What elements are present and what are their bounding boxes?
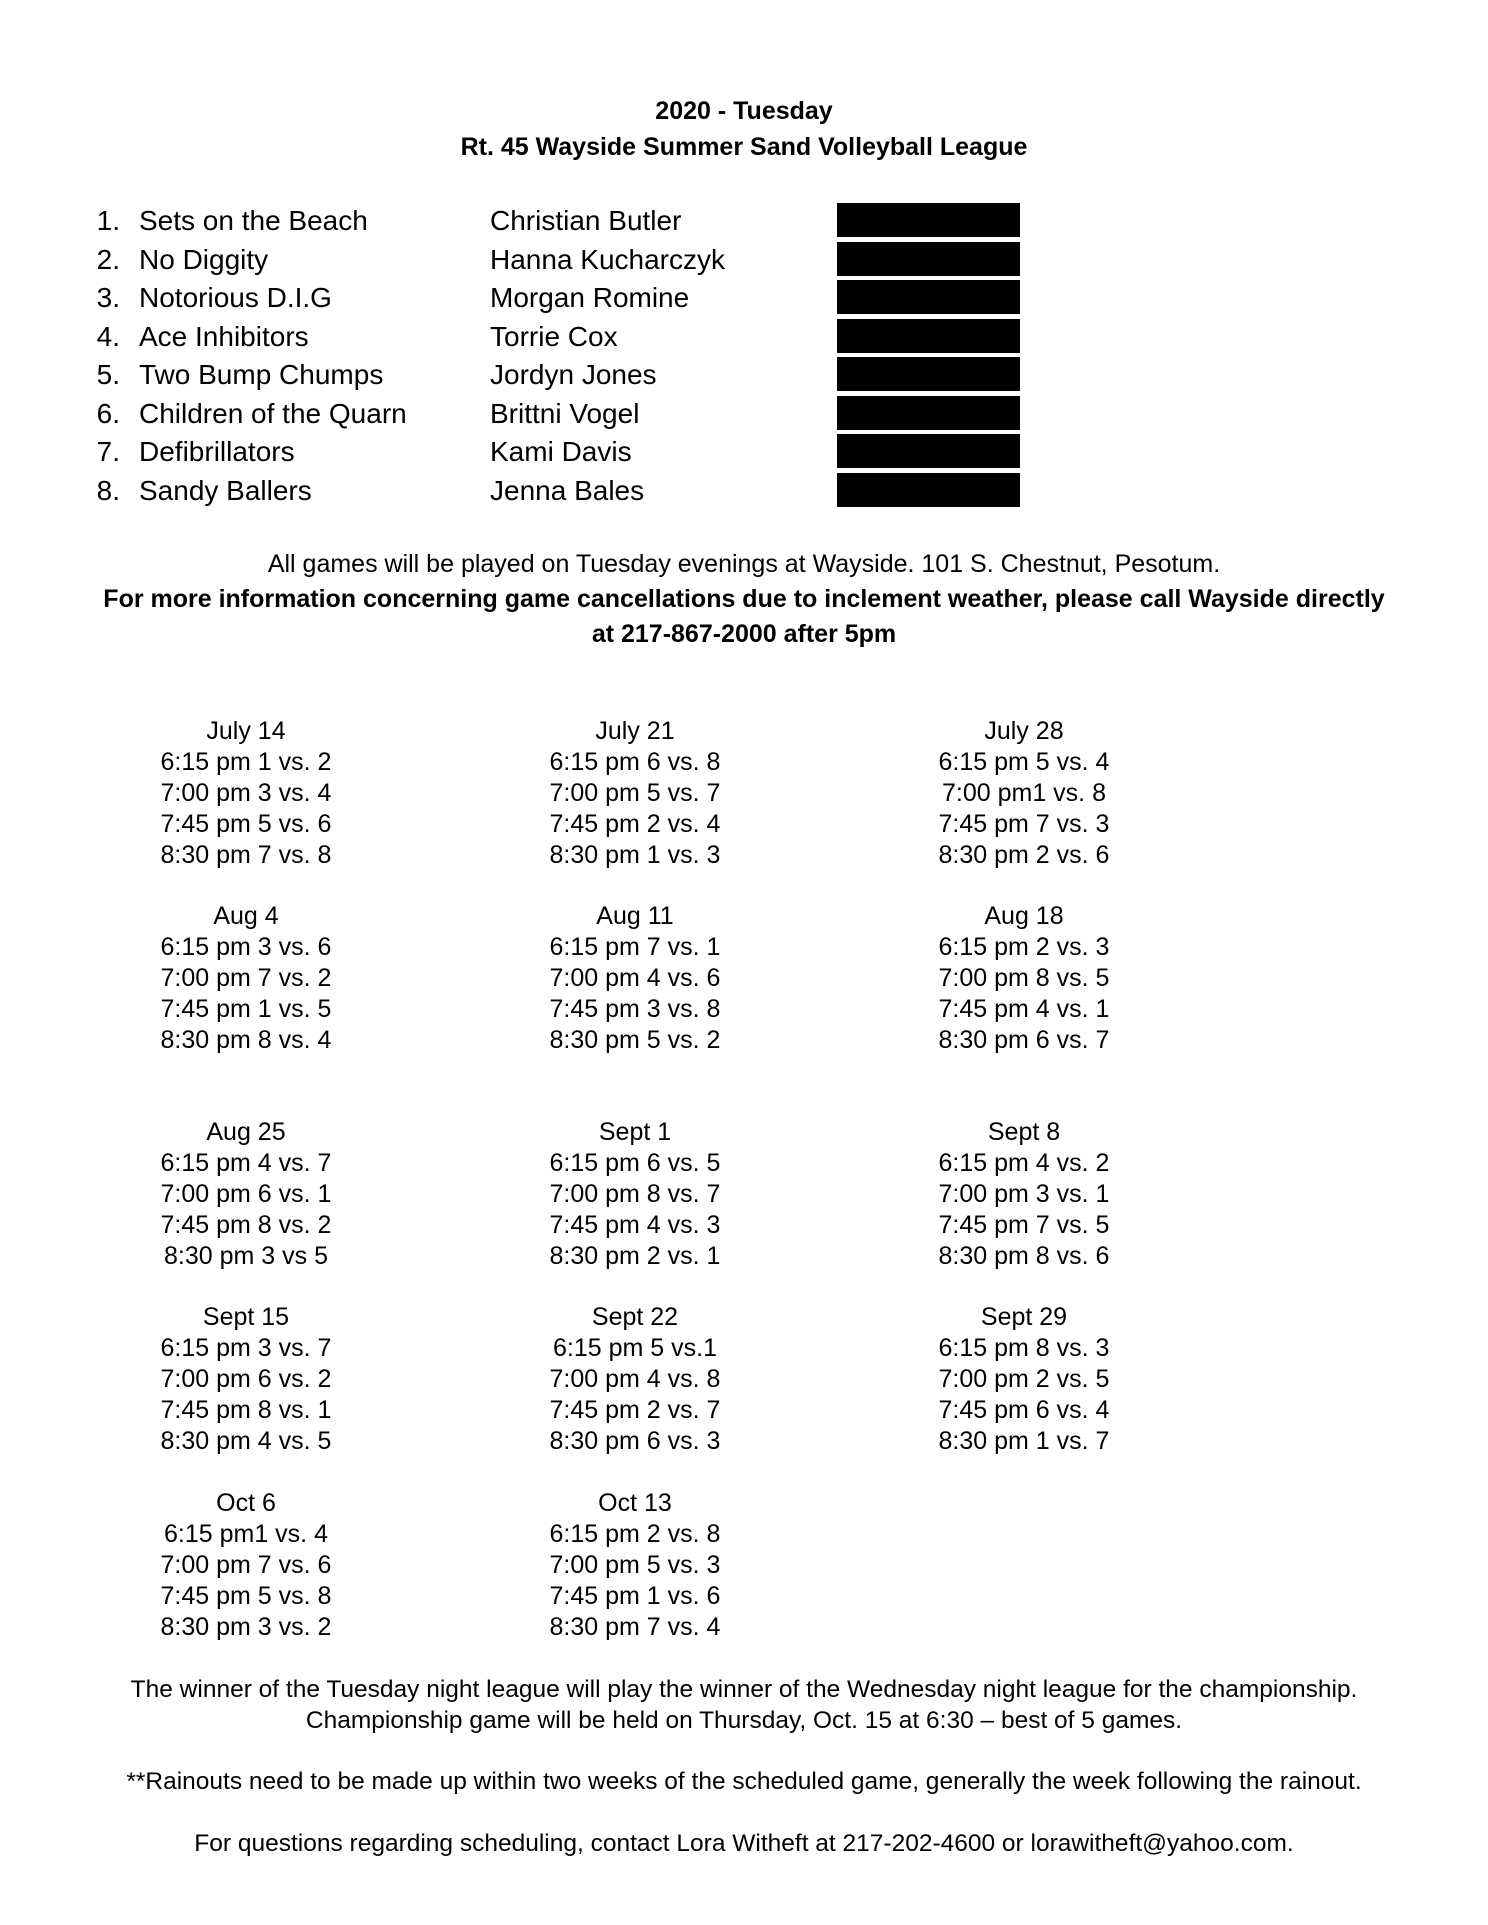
- game-line: 7:00 pm 6 vs. 2: [160, 1365, 332, 1393]
- game-line: 7:00 pm 4 vs. 8: [549, 1365, 721, 1393]
- redaction-box: [837, 280, 1020, 314]
- week-date: Sept 1: [598, 1118, 672, 1146]
- team-name: Sandy Ballers: [139, 474, 312, 506]
- game-line: 7:45 pm 5 vs. 8: [160, 1582, 332, 1610]
- game-line: 6:15 pm 7 vs. 1: [549, 933, 721, 961]
- redaction-box: [837, 434, 1020, 468]
- game-line: 6:15 pm 5 vs. 4: [938, 748, 1110, 776]
- game-line: 8:30 pm 1 vs. 7: [938, 1427, 1110, 1455]
- game-line: 7:45 pm 6 vs. 4: [938, 1396, 1110, 1424]
- game-line: 7:45 pm 3 vs. 8: [549, 995, 721, 1023]
- game-line: 8:30 pm 6 vs. 7: [938, 1026, 1110, 1054]
- game-line: 7:00 pm 5 vs. 7: [549, 779, 721, 807]
- week-block: [485, 1488, 785, 1643]
- rainout-note: **Rainouts need to be made up within two weeks of the scheduled game, generally the week following the rainout.: [126, 1768, 1362, 1795]
- game-line: 7:45 pm 8 vs. 1: [160, 1396, 332, 1424]
- team-number: 7.: [96, 436, 120, 467]
- team-number: 5.: [96, 359, 120, 390]
- location-note: All games will be played on Tuesday evenings at Wayside. 101 S. Chestnut, Pesotum.: [267, 550, 1221, 578]
- week-block: [874, 716, 1174, 871]
- game-line: 6:15 pm 6 vs. 8: [549, 748, 721, 776]
- team-number: 6.: [96, 397, 120, 429]
- week-block: [485, 1117, 785, 1272]
- game-line: 6:15 pm 6 vs. 5: [549, 1149, 721, 1177]
- game-line: 8:30 pm 1 vs. 3: [549, 841, 721, 869]
- team-captain: Morgan Romine: [490, 282, 690, 313]
- game-line: 7:45 pm 1 vs. 5: [160, 995, 332, 1023]
- game-line: 7:45 pm 4 vs. 3: [549, 1211, 721, 1239]
- team-captain: Jenna Bales: [490, 474, 645, 506]
- game-line: 8:30 pm 2 vs. 6: [938, 841, 1110, 869]
- weather-note-line2: at 217-867-2000 after 5pm: [591, 620, 897, 648]
- game-line: 7:45 pm 7 vs. 5: [938, 1211, 1110, 1239]
- game-line: 7:00 pm 6 vs. 1: [160, 1180, 332, 1208]
- redaction-box: [837, 396, 1020, 430]
- team-name: No Diggity: [139, 243, 269, 275]
- team-captain: Brittni Vogel: [490, 397, 640, 429]
- game-line: 6:15 pm 2 vs. 8: [549, 1520, 721, 1548]
- game-line: 8:30 pm 3 vs 5: [164, 1242, 328, 1270]
- game-line: 6:15 pm 3 vs. 6: [160, 933, 332, 961]
- week-date: Sept 29: [980, 1303, 1068, 1331]
- week-block: [96, 901, 396, 1056]
- week-date: Aug 4: [213, 902, 279, 930]
- team-captain: Jordyn Jones: [490, 359, 657, 390]
- game-line: 7:00 pm 8 vs. 7: [549, 1180, 721, 1208]
- team-name: Defibrillators: [139, 436, 295, 467]
- game-line: 7:00 pm 8 vs. 5: [938, 964, 1110, 992]
- game-line: 7:00 pm 3 vs. 4: [160, 779, 332, 807]
- team-captain: Kami Davis: [490, 436, 632, 467]
- team-number: 4.: [96, 320, 120, 352]
- game-line: 7:00 pm1 vs. 8: [942, 779, 1106, 807]
- team-captain: Christian Butler: [490, 205, 682, 236]
- game-line: 8:30 pm 2 vs. 1: [549, 1242, 721, 1270]
- game-line: 7:45 pm 1 vs. 6: [549, 1582, 721, 1610]
- week-date: Aug 25: [206, 1118, 286, 1146]
- week-block: [874, 901, 1174, 1056]
- team-number: 1.: [96, 205, 120, 236]
- team-name: Sets on the Beach: [139, 205, 368, 236]
- game-line: 7:45 pm 2 vs. 7: [549, 1396, 721, 1424]
- team-name: Notorious D.I.G: [139, 282, 332, 313]
- championship-note-line2: Championship game will be held on Thursday, Oct. 15 at 6:30 – best of 5 games.: [305, 1707, 1183, 1734]
- team-name: Two Bump Chumps: [139, 359, 384, 390]
- game-line: 7:00 pm 7 vs. 6: [160, 1551, 332, 1579]
- team-number: 3.: [96, 282, 120, 313]
- weather-note-line1: For more information concerning game cancellations due to inclement weather, please call Wayside directly: [103, 585, 1385, 613]
- week-date: Sept 15: [202, 1303, 290, 1331]
- game-line: 6:15 pm 1 vs. 2: [160, 748, 332, 776]
- game-line: 7:00 pm 2 vs. 5: [938, 1365, 1110, 1393]
- game-line: 7:45 pm 2 vs. 4: [549, 810, 721, 838]
- team-captain: Hanna Kucharczyk: [490, 243, 726, 275]
- game-line: 6:15 pm 2 vs. 3: [938, 933, 1110, 961]
- week-date: Sept 22: [591, 1303, 679, 1331]
- redaction-box: [837, 203, 1020, 237]
- week-block: [485, 901, 785, 1056]
- redaction-box: [837, 319, 1020, 353]
- week-date: Oct 13: [598, 1489, 672, 1517]
- week-block: [96, 1302, 396, 1457]
- game-line: 6:15 pm 5 vs.1: [553, 1334, 717, 1362]
- contact-note: For questions regarding scheduling, contact Lora Witheft at 217-202-4600 or lorawitheft@yahoo.com.: [194, 1830, 1294, 1857]
- game-line: 7:00 pm 4 vs. 6: [549, 964, 721, 992]
- week-block: [485, 1302, 785, 1457]
- week-date: July 28: [984, 717, 1064, 745]
- championship-note-line1: The winner of the Tuesday night league will play the winner of the Wednesday night league for the championship.: [130, 1676, 1358, 1703]
- game-line: 8:30 pm 3 vs. 2: [160, 1613, 332, 1641]
- game-line: 6:15 pm 4 vs. 2: [938, 1149, 1110, 1177]
- game-line: 8:30 pm 5 vs. 2: [549, 1026, 721, 1054]
- game-line: 7:45 pm 7 vs. 3: [938, 810, 1110, 838]
- game-line: 6:15 pm 3 vs. 7: [160, 1334, 332, 1362]
- week-block: [874, 1302, 1174, 1457]
- game-line: 8:30 pm 4 vs. 5: [160, 1427, 332, 1455]
- team-name: Ace Inhibitors: [139, 320, 309, 352]
- week-block: [96, 1117, 396, 1272]
- game-line: 8:30 pm 6 vs. 3: [549, 1427, 721, 1455]
- game-line: 7:45 pm 8 vs. 2: [160, 1211, 332, 1239]
- week-block: [874, 1117, 1174, 1272]
- week-date: Oct 6: [216, 1489, 276, 1517]
- game-line: 7:00 pm 3 vs. 1: [938, 1180, 1110, 1208]
- week-block: [96, 716, 396, 871]
- redaction-box: [837, 357, 1020, 391]
- team-captain: Torrie Cox: [490, 320, 618, 352]
- game-line: 8:30 pm 8 vs. 6: [938, 1242, 1110, 1270]
- game-line: 8:30 pm 7 vs. 4: [549, 1613, 721, 1641]
- game-line: 8:30 pm 7 vs. 8: [160, 841, 332, 869]
- game-line: 7:00 pm 5 vs. 3: [549, 1551, 721, 1579]
- week-block: [485, 716, 785, 871]
- game-line: 7:45 pm 5 vs. 6: [160, 810, 332, 838]
- redaction-box: [837, 242, 1020, 276]
- week-date: Aug 18: [984, 902, 1064, 930]
- game-line: 6:15 pm1 vs. 4: [164, 1520, 328, 1548]
- game-line: 7:45 pm 4 vs. 1: [938, 995, 1110, 1023]
- week-date: July 14: [206, 717, 286, 745]
- game-line: 6:15 pm 4 vs. 7: [160, 1149, 332, 1177]
- team-name: Children of the Quarn: [139, 397, 407, 429]
- game-line: 6:15 pm 8 vs. 3: [938, 1334, 1110, 1362]
- week-date: Aug 11: [596, 902, 674, 930]
- week-block: [96, 1488, 396, 1643]
- redaction-box: [837, 473, 1020, 507]
- team-number: 8.: [96, 474, 120, 506]
- game-line: 8:30 pm 8 vs. 4: [160, 1026, 332, 1054]
- league-year-title: 2020 - Tuesday: [655, 97, 833, 125]
- week-date: July 21: [595, 717, 675, 745]
- week-date: Sept 8: [987, 1118, 1061, 1146]
- team-number: 2.: [96, 243, 120, 275]
- league-name-title: Rt. 45 Wayside Summer Sand Volleyball League: [460, 133, 1028, 161]
- game-line: 7:00 pm 7 vs. 2: [160, 964, 332, 992]
